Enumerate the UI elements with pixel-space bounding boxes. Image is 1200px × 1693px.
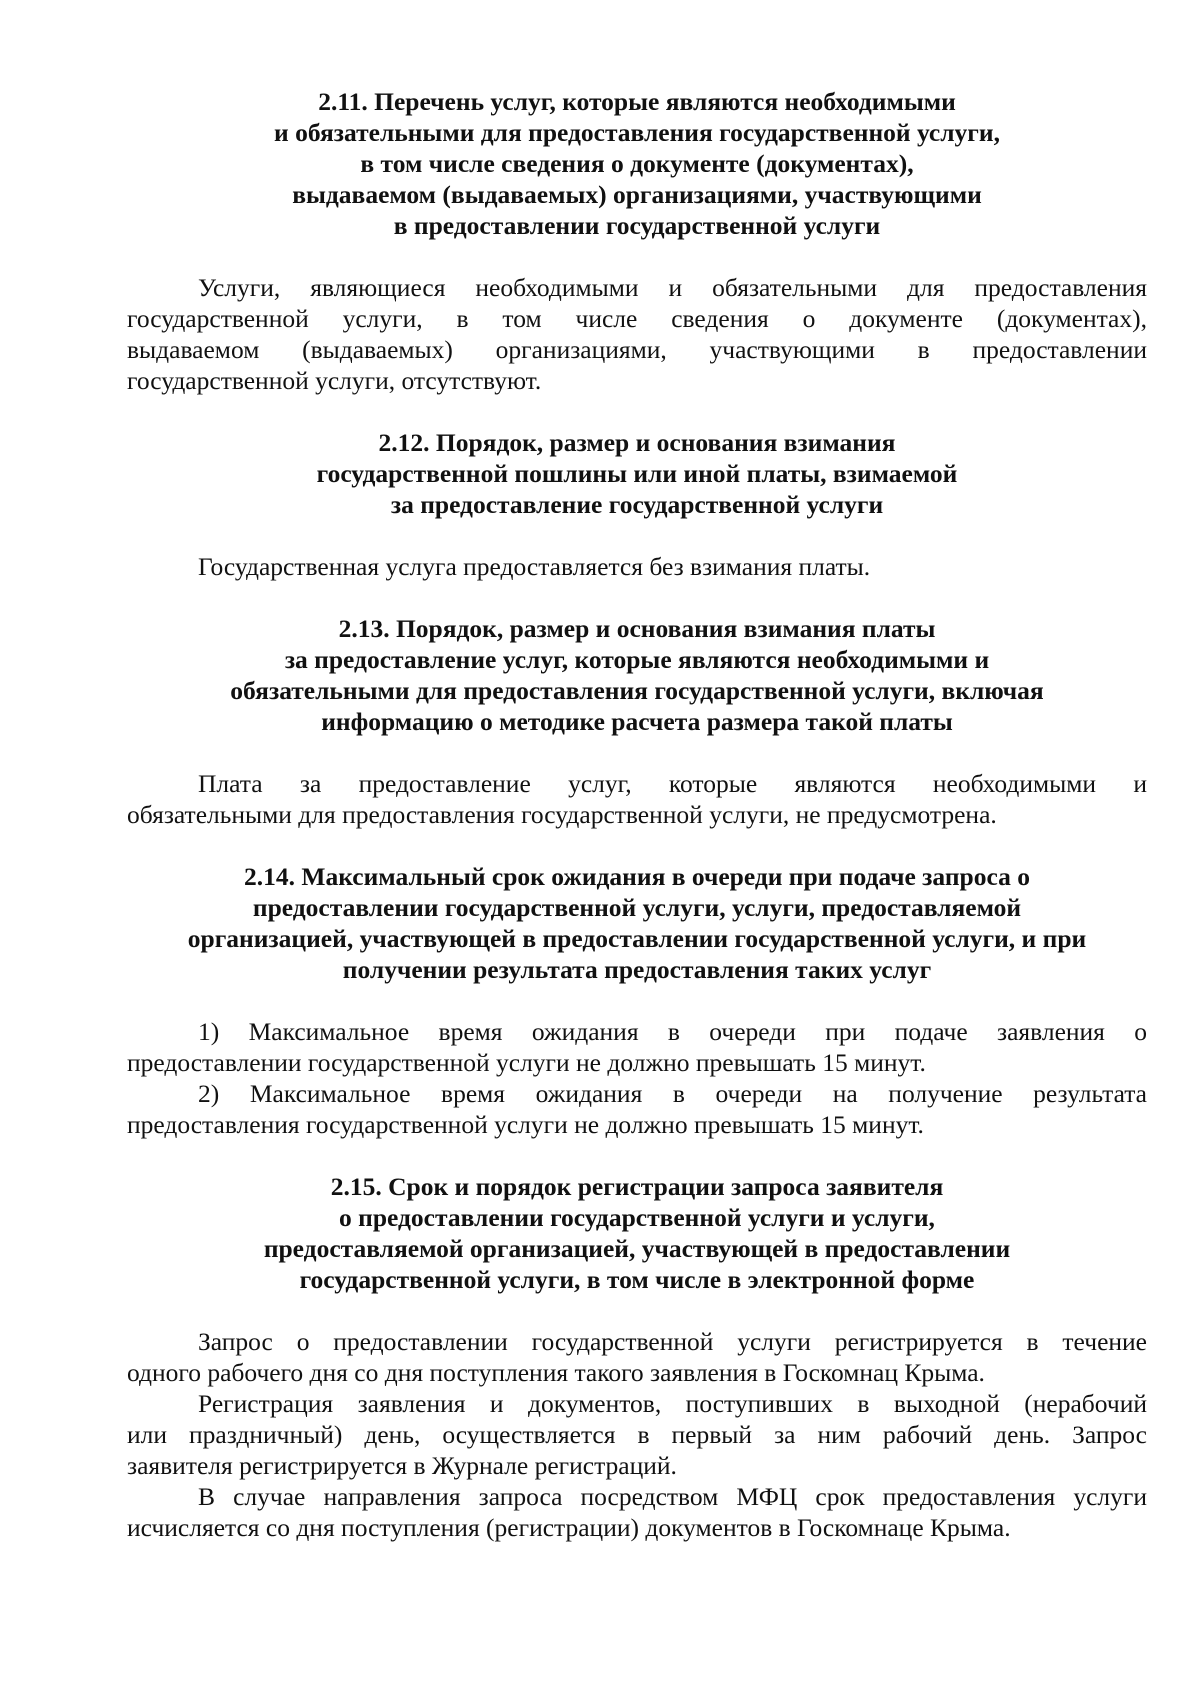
heading-line: 2.15. Срок и порядок регистрации запроса заявителя <box>330 1172 944 1201</box>
heading-line: за предоставление услуг, которые являются необходимыми и <box>284 645 990 674</box>
paragraph <box>127 1078 1147 1140</box>
heading-line: и обязательными для предоставления государственной услуги, <box>274 118 1000 147</box>
section-heading <box>127 613 1147 737</box>
heading-line: организацией, участвующей в предоставлении государственной услуги, и при <box>187 924 1087 953</box>
paragraph-line: Плата за предоставление услуг, которые являются необходимыми и <box>198 769 1147 798</box>
paragraph-line: обязательными для предоставления государственной услуги, не предусмотрена. <box>127 800 997 829</box>
heading-line: в том числе сведения о документе (документах), <box>360 149 914 178</box>
section-2-15 <box>127 1171 1147 1543</box>
heading-line: государственной услуги, в том числе в электронной форме <box>299 1265 975 1294</box>
section-2-11 <box>127 86 1147 427</box>
paragraph-line: одного рабочего дня со дня поступления такого заявления в Госкомнац Крыма. <box>127 1358 985 1387</box>
section-heading <box>127 1171 1147 1295</box>
paragraph-line: Услуги, являющиеся необходимыми и обязательными для предоставления <box>198 273 1147 302</box>
paragraph <box>127 551 1147 582</box>
paragraph-line: или праздничный) день, осуществляется в первый за ним рабочий день. Запрос <box>127 1420 1147 1449</box>
section-heading <box>127 86 1147 241</box>
paragraph-line: Регистрация заявления и документов, поступивших в выходной (нерабочий <box>198 1389 1147 1418</box>
paragraph-line: государственной услуги, в том числе сведения о документе (документах), <box>127 304 1147 333</box>
section-heading <box>127 427 1147 520</box>
section-2-12 <box>127 427 1147 613</box>
paragraph <box>127 768 1147 830</box>
paragraph-line: государственной услуги, отсутствуют. <box>127 366 542 395</box>
heading-line: государственной пошлины или иной платы, взимаемой <box>316 459 958 488</box>
heading-line: обязательными для предоставления государственной услуги, включая <box>230 676 1044 705</box>
heading-line: о предоставлении государственной услуги и услуги, <box>339 1203 935 1232</box>
paragraph-line: предоставления государственной услуги не должно превышать 15 минут. <box>127 1110 924 1139</box>
heading-line: предоставлении государственной услуги, услуги, предоставляемой <box>252 893 1022 922</box>
paragraph-line: заявителя регистрируется в Журнале регистраций. <box>127 1451 677 1480</box>
section-2-13 <box>127 613 1147 861</box>
paragraph <box>127 272 1147 396</box>
heading-line: в предоставлении государственной услуги <box>393 211 881 240</box>
heading-line: 2.14. Максимальный срок ожидания в очереди при подаче запроса о <box>244 862 1030 891</box>
paragraph-line: Запрос о предоставлении государственной услуги регистрируется в течение <box>198 1327 1147 1356</box>
heading-line: получении результата предоставления таких услуг <box>342 955 932 984</box>
document-page <box>127 86 1147 1543</box>
heading-line: выдаваемом (выдаваемых) организациями, участвующими <box>292 180 982 209</box>
heading-line: за предоставление государственной услуги <box>390 490 884 519</box>
heading-line: 2.13. Порядок, размер и основания взимания платы <box>338 614 936 643</box>
heading-line: информацию о методике расчета размера такой платы <box>321 707 953 736</box>
paragraph <box>127 1481 1147 1543</box>
paragraph-line: В случае направления запроса посредством МФЦ срок предоставления услуги <box>198 1482 1147 1511</box>
heading-line: предоставляемой организацией, участвующей в предоставлении <box>263 1234 1011 1263</box>
section-2-14 <box>127 861 1147 1171</box>
paragraph-line: 2) Максимальное время ожидания в очереди на получение результата <box>198 1079 1147 1108</box>
section-heading <box>127 861 1147 985</box>
paragraph-line: выдаваемом (выдаваемых) организациями, участвующими в предоставлении <box>127 335 1147 364</box>
heading-line: 2.11. Перечень услуг, которые являются необходимыми <box>318 87 956 116</box>
paragraph <box>127 1388 1147 1481</box>
paragraph-line: 1) Максимальное время ожидания в очереди при подаче заявления о <box>198 1017 1147 1046</box>
paragraph <box>127 1326 1147 1388</box>
heading-line: 2.12. Порядок, размер и основания взимания <box>378 428 896 457</box>
paragraph-line: Государственная услуга предоставляется без взимания платы. <box>198 552 871 581</box>
paragraph-line: предоставлении государственной услуги не должно превышать 15 минут. <box>127 1048 926 1077</box>
paragraph-line: исчисляется со дня поступления (регистрации) документов в Госкомнаце Крыма. <box>127 1513 1011 1542</box>
paragraph <box>127 1016 1147 1078</box>
